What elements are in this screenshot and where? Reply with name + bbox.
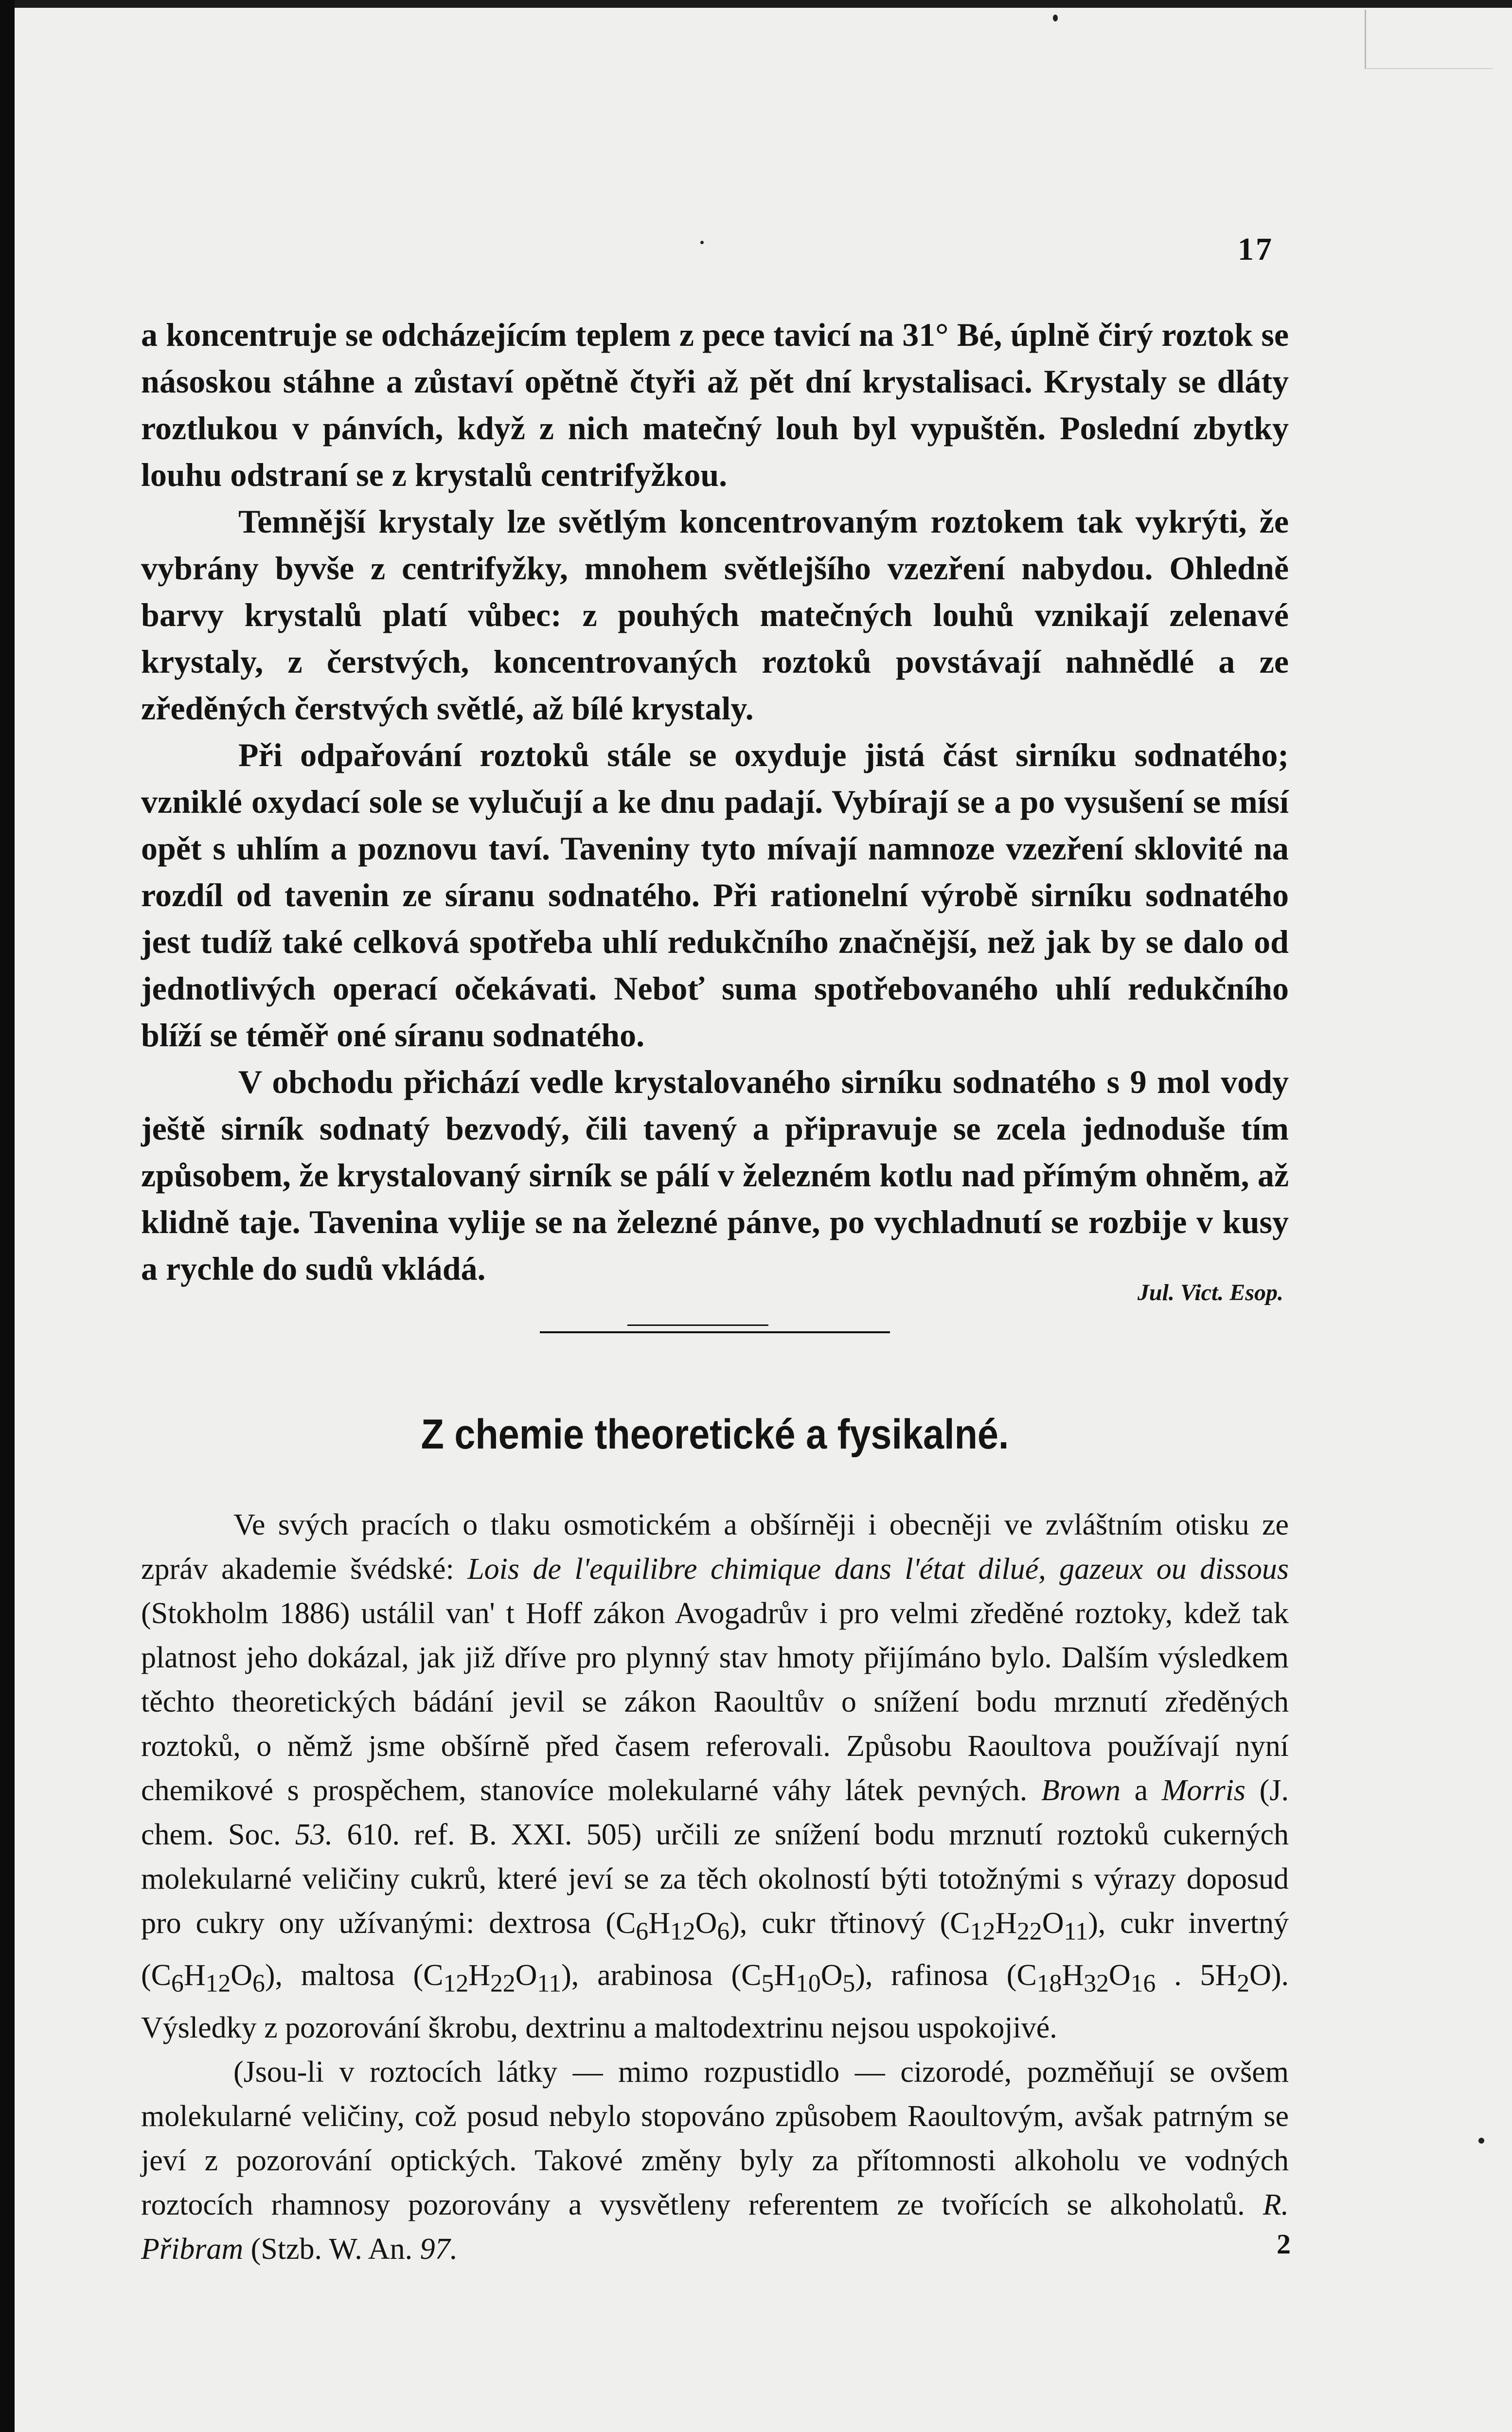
paragraph: a koncentruje se odcházejícím teplem z pece tavicí na 31° Bé, úplně čirý roztok se násoskou stáhne a zůstaví opětně čtyři až pět dní krystalisaci. Krystaly se dláty roztlukou v pánvích, když z nich matečný louh byl vypuštěn. Poslední zbytky louhu odstraní se z krystalů centrifyžkou. [141, 316, 1289, 493]
scan-corner-mark [1365, 10, 1493, 69]
scan-border-top [0, 0, 1512, 8]
text-run: 97. [420, 2232, 458, 2266]
text-run: H [183, 1959, 206, 1992]
section-heading: Z chemie theoretické a fysikalné. [421, 1411, 1009, 1458]
text-run: (J. chem. Soc. [141, 1774, 1289, 1851]
text-run: 5 [842, 1969, 855, 1998]
signature-mark: 2 [1277, 2228, 1291, 2260]
text-run: 12 [970, 1917, 996, 1946]
text-run: 610. ref. B. XXI. 505) určili ze snížení bodu mrznutí roztoků cukerných molekularné veličiny cukrů, které jeví se za těch okolností býti totožnými s výrazy doposud pro cukry ony užívanými: dextrosa (C [141, 1818, 1289, 1940]
text-run: ), rafinosa (C [855, 1959, 1037, 1992]
text-run: ), cukr invertný (C [141, 1907, 1289, 1992]
paragraph: V obchodu přichází vedle krystalovaného sirníku sodnatého s 9 mol vody ještě sirník sodnatý bezvodý, čili tavený a připravuje se zcela jednoduše tím způsobem, že krystalovaný sirník se pálí v železném kotlu nad přímým ohněm, až klidně taje. Tavenina vylije se na železné pánve, po vychladnutí se rozbije v kusy a rychle do sudů vkládá. [141, 1063, 1289, 1287]
text-run: ), maltosa (C [265, 1959, 444, 1992]
text-run: (Stzb. W. An. [243, 2232, 420, 2266]
page-number: 17 [1238, 232, 1274, 267]
text-run: 12 [205, 1969, 231, 1998]
text-run: 6 [171, 1969, 184, 1998]
article-body [141, 311, 1289, 1292]
text-run: Brown [1041, 1774, 1121, 1807]
text-run: ), cukr třtinový (C [729, 1907, 970, 1940]
paragraph: Temnější krystaly lze světlým koncentrovaným roztokem tak vykrýti, že vybrány byvše z centrifyžky, mnohem světlejšího vzezření nabydou. Ohledně barvy krystalů platí vůbec: z pouhých matečných louhů vznikají zelenavé krystaly, z čerstvých, koncentrovaných roztoků povstávají nahnědlé a ze zředěných čerstvých světlé, až bílé krystaly. [141, 503, 1289, 727]
author-signature: Jul. Vict. Esop. [1137, 1280, 1283, 1305]
text-run: H [648, 1907, 670, 1940]
text-run: O [515, 1959, 537, 1992]
scan-speck [1478, 2138, 1484, 2144]
text-run: O [1108, 1959, 1131, 1992]
paragraph [141, 2050, 1289, 2271]
section-body [141, 1503, 1289, 2271]
text-run: 16 [1130, 1969, 1156, 1998]
text-run: O [820, 1959, 843, 1992]
text-run: 22 [1017, 1917, 1042, 1946]
section-divider [627, 1324, 768, 1326]
text-run: (Jsou-li v roztocích látky — mimo rozpustidlo — cizorodé, pozměňují se ovšem molekularné veličiny, což posud nebylo stopováno způsobem Raoultovým, avšak patrným se jeví z pozorování optických. Takové změny byly za přítomnosti alkoholu ve vodných roztocích rhamnosy pozorovány a vysvětleny referentem ze tvořících se alkoholatů. [141, 2055, 1289, 2221]
paragraph [141, 1503, 1289, 2050]
text-run: 11 [1064, 1917, 1088, 1946]
section-divider [540, 1331, 890, 1333]
text-run: Ve svých pracích o tlaku osmotickém a obšírněji i obecněji ve zvláštním otisku ze zpráv akademie švédské: [141, 1508, 1289, 1586]
text-run: 6 [717, 1917, 730, 1946]
scan-speck [700, 241, 704, 244]
text-run: 12 [670, 1917, 695, 1946]
text-run: 5 [761, 1969, 774, 1998]
text-run: R. Přibram [141, 2188, 1289, 2266]
text-run: . 5H [1156, 1959, 1237, 1992]
text-run: 32 [1084, 1969, 1109, 1998]
text-run: 11 [537, 1969, 562, 1998]
text-run: 18 [1036, 1969, 1062, 1998]
text-run: 6 [636, 1917, 649, 1946]
text-run: 10 [796, 1969, 821, 1998]
text-run: H [774, 1959, 796, 1992]
text-run: H [1062, 1959, 1084, 1992]
text-run: 2 [1237, 1969, 1250, 1998]
text-run: 6 [252, 1969, 265, 1998]
text-run: O [231, 1959, 253, 1992]
text-run: Morris [1161, 1774, 1246, 1807]
text-run: ), arabinosa (C [561, 1959, 762, 1992]
text-run: O). Výsledky z pozorování škrobu, dextrinu a maltodextrinu nejsou uspokojivé. [141, 1959, 1289, 2044]
scan-border-left [0, 0, 15, 2432]
text-run: a [1120, 1774, 1162, 1807]
text-run: O [695, 1907, 717, 1940]
text-run: Lois de l'equilibre chimique dans l'état dilué, gazeux ou dissous [467, 1553, 1289, 1586]
paragraph: Při odpařování roztoků stále se oxyduje jistá část sirníku sodnatého; vzniklé oxydací sole se vylučují a ke dnu padají. Vybírají se a po vysušení se mísí opět s uhlím a poznovu taví. Taveniny tyto mívají namnoze vzezření sklovité na rozdíl od tavenin ze síranu sodnatého. Při rationelní výrobě sirníku sodnatého jest tudíž také celková spotřeba uhlí redukčního značnější, než jak by se dalo od jednotlivých operací očekávati. Neboť suma spotřebovaného uhlí redukčního blíží se téměř oné síranu sodnatého. [141, 736, 1289, 1054]
scan-speck [1053, 15, 1058, 21]
text-run: O [1042, 1907, 1064, 1940]
text-run: 22 [490, 1969, 516, 1998]
text-run: 12 [443, 1969, 469, 1998]
text-run: (Stokholm 1886) ustálil van' t Hoff zákon Avogadrův i pro velmi zředěné roztoky, kdež tak platnost jeho dokázal, jak již dříve pro plynný stav hmoty přijímáno bylo. Dalším výsledkem těchto theoretických bádání jevil se zákon Raoultův o snížení bodu mrznutí zředěných roztoků, o němž jsme obšírně před časem referovali. Způsobu Raoultova používají nyní chemikové s prospěchem, stanovíce molekularné váhy látek pevných. [141, 1597, 1289, 1807]
text-run: 53. [295, 1818, 333, 1851]
text-run: H [995, 1907, 1017, 1940]
text-run: H [468, 1959, 490, 1992]
